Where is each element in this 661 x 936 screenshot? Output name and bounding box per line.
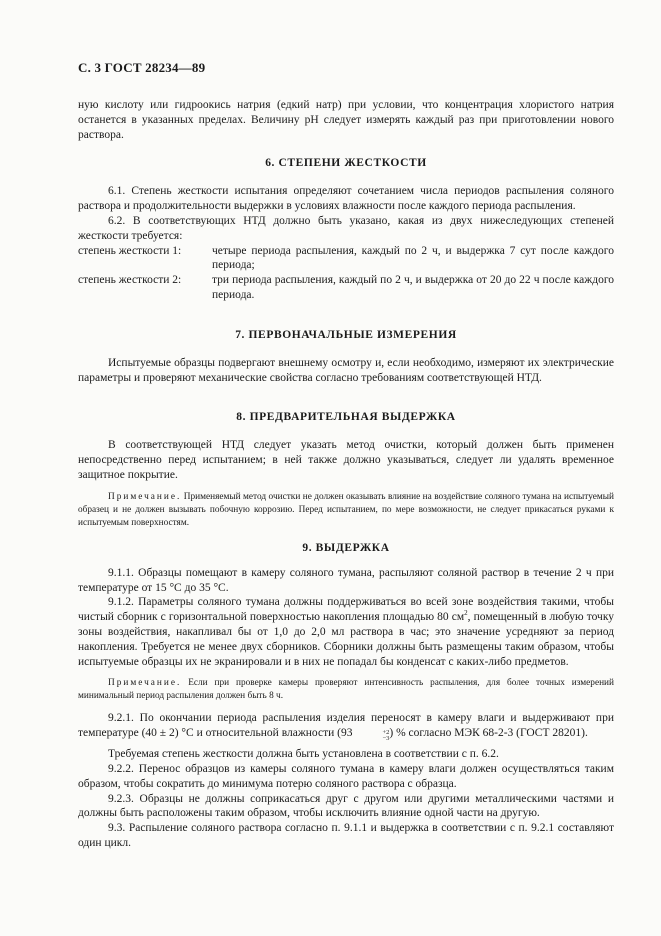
section-8-title: 8. ПРЕДВАРИТЕЛЬНАЯ ВЫДЕРЖКА [236,411,456,424]
intro-paragraph: ную кислоту или гидроокись натрия (едкий натр) при условии, что концентрация хлористого натрия останется в указанных пределах. Величину рН следует измерять каждый раз при приготовлении нового раствора. [78,99,614,141]
para-6-2: 6.2. В соответствующих НТД должно быть указано, какая из двух нижеследующих степеней жесткости требуется: [78,214,614,242]
humidity-tolerance-plus: +2 [382,729,390,737]
para-9-1-2-part-b: , помещенный в любую точку зоны воздействия, накапливал бы от 1,0 до 2,0 мл раствора в час; это значение усредняют за период накопления. Требуется не менее двух сборников. Сборники должны быть размещены таким образом, чтобы испытуемые образцы их не экранировали и в них не попадал бы конденсат с каких-либо предметов. [78,611,615,668]
para-9-3: 9.3. Распыление соляного раствора согласно п. 9.1.1 и выдержка в соответствии с п. 9.2.1 составляют один цикл. [78,822,614,849]
para-9-2-2: 9.2.2. Перенос образцов из камеры соляного тумана в камеру влаги должен осуществляться таким образом, чтобы сократить до минимума потерю соляного раствора с образца. [78,762,614,790]
note-9-text: Если при проверке камеры проверяют интенсивность распыления, для более точных измерений минимальный период распыления должен быть 8 ч. [78,678,614,702]
para-9-2-1-part-a: 9.2.1. По окончании периода распыления изделия переносят в камеру влаги и выдерживают при температуре (40 ± 2) °С и относительной влажности (93 [78,712,614,740]
degree-1-row [78,244,614,274]
para-8: В соответствующей НТД следует указать метод очистки, который должен быть применен непосредственно перед испытанием; в ней также должно указываться, следует ли удалять временное защитное покрытие. [78,439,614,481]
para-9-2-1-part-b: ) % согласно МЭК 68-2-3 (ГОСТ 28201). [389,727,588,740]
note-9-label: Примечание. [108,678,182,689]
degree-2-label: степень жесткости 2: [78,274,182,287]
degree-1-label: степень жесткости 1: [78,244,182,257]
note-9 [78,677,614,703]
note-8-text: Применяемый метод очистки не должен оказывать влияние на воздействие соляного тумана на испытуемый образец и не должен вызывать побочную коррозию. Перед испытанием, по мере возможности, не следует прикасаться руками к испытуемым поверхностям. [78,491,614,528]
page-header: С. 3 ГОСТ 28234—89 [78,60,206,75]
para-9-1-2-sup: 2 [464,609,468,618]
para-9-2-1 [78,711,614,742]
note-8-label: Примечание. [108,491,182,502]
para-9-1-1: 9.1.1. Образцы помещают в камеру соляного тумана, распыляют соляной раствор в течение 2 ч при температуре от 15 °С до 35 °С. [78,566,614,594]
section-7-title: 7. ПЕРВОНАЧАЛЬНЫЕ ИЗМЕРЕНИЯ [235,328,457,341]
para-9-1-2-part-a: 9.1.2. Параметры соляного тумана должны поддерживаться во всей зоне воздействия такими, чтобы чистый сборник с горизонтальной поверхностью накопления площадью 80 см [78,596,614,624]
degree-1-text: четыре периода распыления, каждый по 2 ч, и выдержка 7 сут после каждого периода; [212,244,614,272]
section-6-title: 6. СТЕПЕНИ ЖЕСТКОСТИ [265,157,427,170]
para-9-1-2 [78,595,614,669]
humidity-tolerance-minus: −3 [382,735,390,743]
para-7: Испытуемые образцы подвергают внешнему осмотру и, если необходимо, измеряют их электрические параметры и проверяют механические свойства согласно требованиям соответствующей НТД. [78,356,614,384]
para-6-1: 6.1. Степень жесткости испытания определяют сочетанием числа периодов распыления соляного раствора и продолжительности выдержки в условиях влажности после каждого периода распыления. [78,185,614,213]
para-9-2-1-severity: Требуемая степень жесткости должна быть установлена в соответствии с п. 6.2. [108,748,499,761]
note-8 [78,491,614,530]
para-9-2-3: 9.2.3. Образцы не должны соприкасаться друг с другом или другими металлическими частями и должны быть расположены таким образом, чтобы исключить влияние одной части на другую. [78,792,614,820]
degree-2-text: три периода распыления, каждый по 2 ч, и выдержка от 20 до 22 ч после каждого периода. [212,274,614,301]
document-page [78,60,614,851]
degree-2-row [78,273,614,303]
humidity-tolerance [352,730,389,742]
section-9-title: 9. ВЫДЕРЖКА [302,541,390,554]
